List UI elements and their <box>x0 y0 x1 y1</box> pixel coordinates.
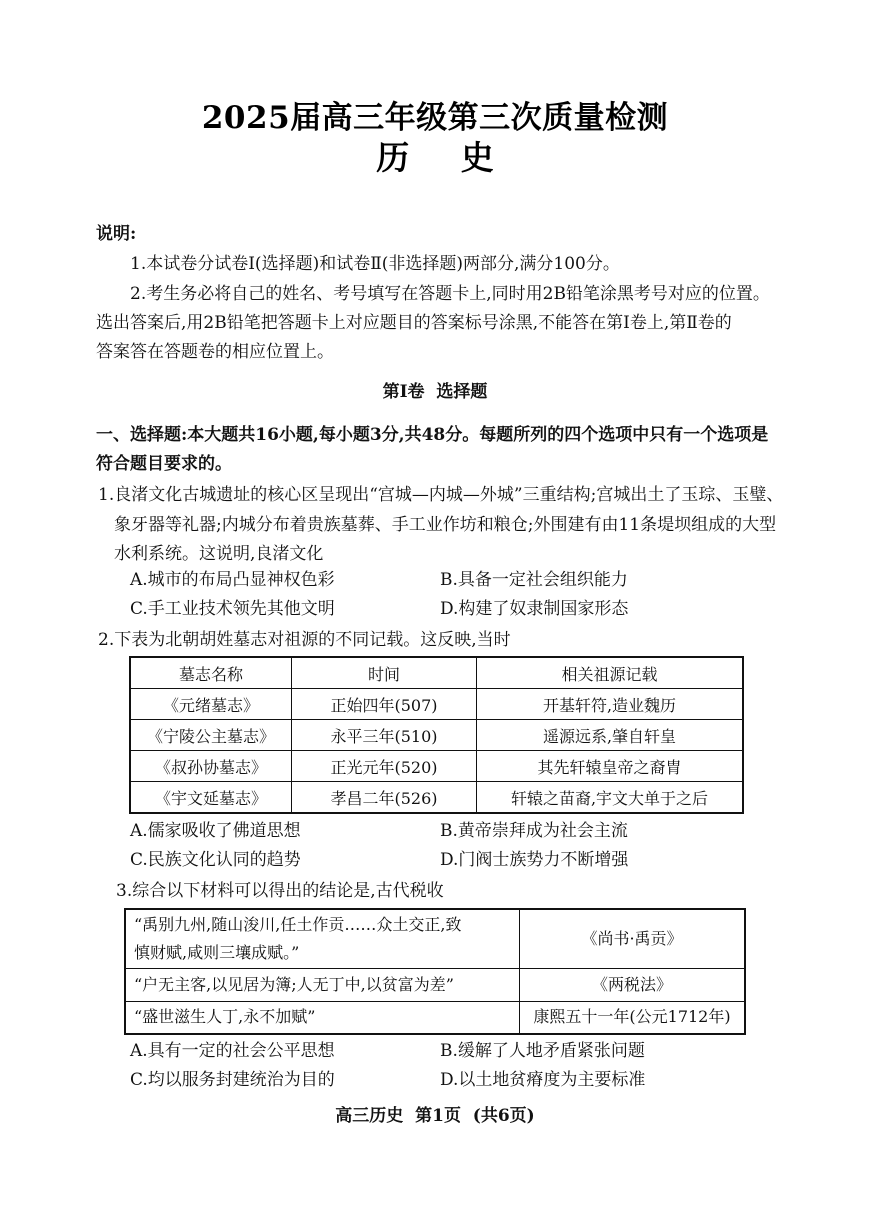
q2-table <box>129 656 744 814</box>
q2-option-d[interactable]: D.门阀士族势力不断增强 <box>440 850 629 870</box>
quote-line: 慎财赋,咸则三壤成赋。” <box>134 942 300 962</box>
table-row <box>125 909 745 968</box>
exam-title: 2025届高三年级第三次质量检测 <box>201 100 669 136</box>
page-footer: 高三历史 第1页 (共6页) <box>335 1106 535 1126</box>
table-cell: 其先轩辕皇帝之裔胄 <box>477 751 744 782</box>
table-cell: 《尚书·禹贡》 <box>520 909 746 968</box>
table-row <box>130 689 743 720</box>
section-instructions-line-1: 一、选择题:本大题共16小题,每小题3分,共48分。每题所列的四个选项中只有一个选项是 <box>96 425 769 445</box>
table-cell: 遥源远系,肇自轩皇 <box>477 720 744 751</box>
table-cell: 《元绪墓志》 <box>130 689 292 720</box>
table-cell: 《两税法》 <box>520 968 746 1001</box>
instruction-item-2-line-2: 选出答案后,用2B铅笔把答题卡上对应题目的答案标号涂黑,不能答在第Ⅰ卷上,第Ⅱ卷的 <box>96 313 732 333</box>
table-header: 墓志名称 <box>130 657 292 689</box>
q1-option-a[interactable]: A.城市的布局凸显神权色彩 <box>130 570 335 590</box>
instruction-item-1: 1.本试卷分试卷Ⅰ(选择题)和试卷Ⅱ(非选择题)两部分,满分100分。 <box>130 254 620 274</box>
table-cell: 正光元年(520) <box>292 751 477 782</box>
q1-stem-line-2: 象牙器等礼器;内城分布着贵族墓葬、手工业作坊和粮仓;外围建有由11条堤坝组成的大型 <box>114 515 777 535</box>
subject-title: 历 史 <box>376 138 514 177</box>
table-row <box>130 751 743 782</box>
quote-line: “禹别九州,随山浚川,任土作贡……众土交正,致 <box>134 914 462 934</box>
q2-option-c[interactable]: C.民族文化认同的趋势 <box>130 850 301 870</box>
table-cell: 康熙五十一年(公元1712年) <box>520 1001 746 1034</box>
q1-option-d[interactable]: D.构建了奴隶制国家形态 <box>440 599 629 619</box>
q3-option-b[interactable]: B.缓解了人地矛盾紧张问题 <box>440 1041 645 1061</box>
table-cell: 轩辕之苗裔,宇文大单于之后 <box>477 782 744 814</box>
table-header: 相关祖源记载 <box>477 657 744 689</box>
instructions-heading: 说明: <box>96 224 137 244</box>
table-cell: 孝昌二年(526) <box>292 782 477 814</box>
q2-stem: 2.下表为北朝胡姓墓志对祖源的不同记载。这反映,当时 <box>98 630 511 650</box>
q2-option-b[interactable]: B.黄帝崇拜成为社会主流 <box>440 821 628 841</box>
table-row <box>125 968 745 1001</box>
table-cell: 正始四年(507) <box>292 689 477 720</box>
table-cell: 《宇文延墓志》 <box>130 782 292 814</box>
table-row <box>125 1001 745 1034</box>
table-cell <box>125 909 520 968</box>
instruction-item-2-line-1: 2.考生务必将自己的姓名、考号填写在答题卡上,同时用2B铅笔涂黑考号对应的位置。 <box>130 284 770 304</box>
table-cell: 《叔孙协墓志》 <box>130 751 292 782</box>
q3-option-a[interactable]: A.具有一定的社会公平思想 <box>130 1041 335 1061</box>
q3-stem: 3.综合以下材料可以得出的结论是,古代税收 <box>116 881 444 901</box>
section-title: 第Ⅰ卷 选择题 <box>382 382 488 402</box>
q3-option-c[interactable]: C.均以服务封建统治为目的 <box>130 1070 335 1090</box>
q1-stem-line-1: 1.良渚文化古城遗址的核心区呈现出“宫城—内城—外城”三重结构;宫城出土了玉琮、玉璧、 <box>98 485 784 505</box>
table-header: 时间 <box>292 657 477 689</box>
q1-option-c[interactable]: C.手工业技术领先其他文明 <box>130 599 335 619</box>
table-cell: 《宁陵公主墓志》 <box>130 720 292 751</box>
q1-option-b[interactable]: B.具备一定社会组织能力 <box>440 570 628 590</box>
table-header-row <box>130 657 743 689</box>
q3-option-d[interactable]: D.以土地贫瘠度为主要标准 <box>440 1070 646 1090</box>
instruction-item-2-line-3: 答案答在答题卷的相应位置上。 <box>96 342 334 362</box>
section-instructions-line-2: 符合题目要求的。 <box>96 454 232 474</box>
table-cell: “户无主客,以见居为簿;人无丁中,以贫富为差” <box>125 968 520 1001</box>
q2-option-a[interactable]: A.儒家吸收了佛道思想 <box>130 821 301 841</box>
table-cell: 开基轩符,造业魏历 <box>477 689 744 720</box>
q1-stem-line-3: 水利系统。这说明,良渚文化 <box>114 544 324 564</box>
table-row <box>130 720 743 751</box>
q3-table <box>124 908 746 1035</box>
table-cell: 永平三年(510) <box>292 720 477 751</box>
table-cell: “盛世滋生人丁,永不加赋” <box>125 1001 520 1034</box>
table-row <box>130 782 743 814</box>
